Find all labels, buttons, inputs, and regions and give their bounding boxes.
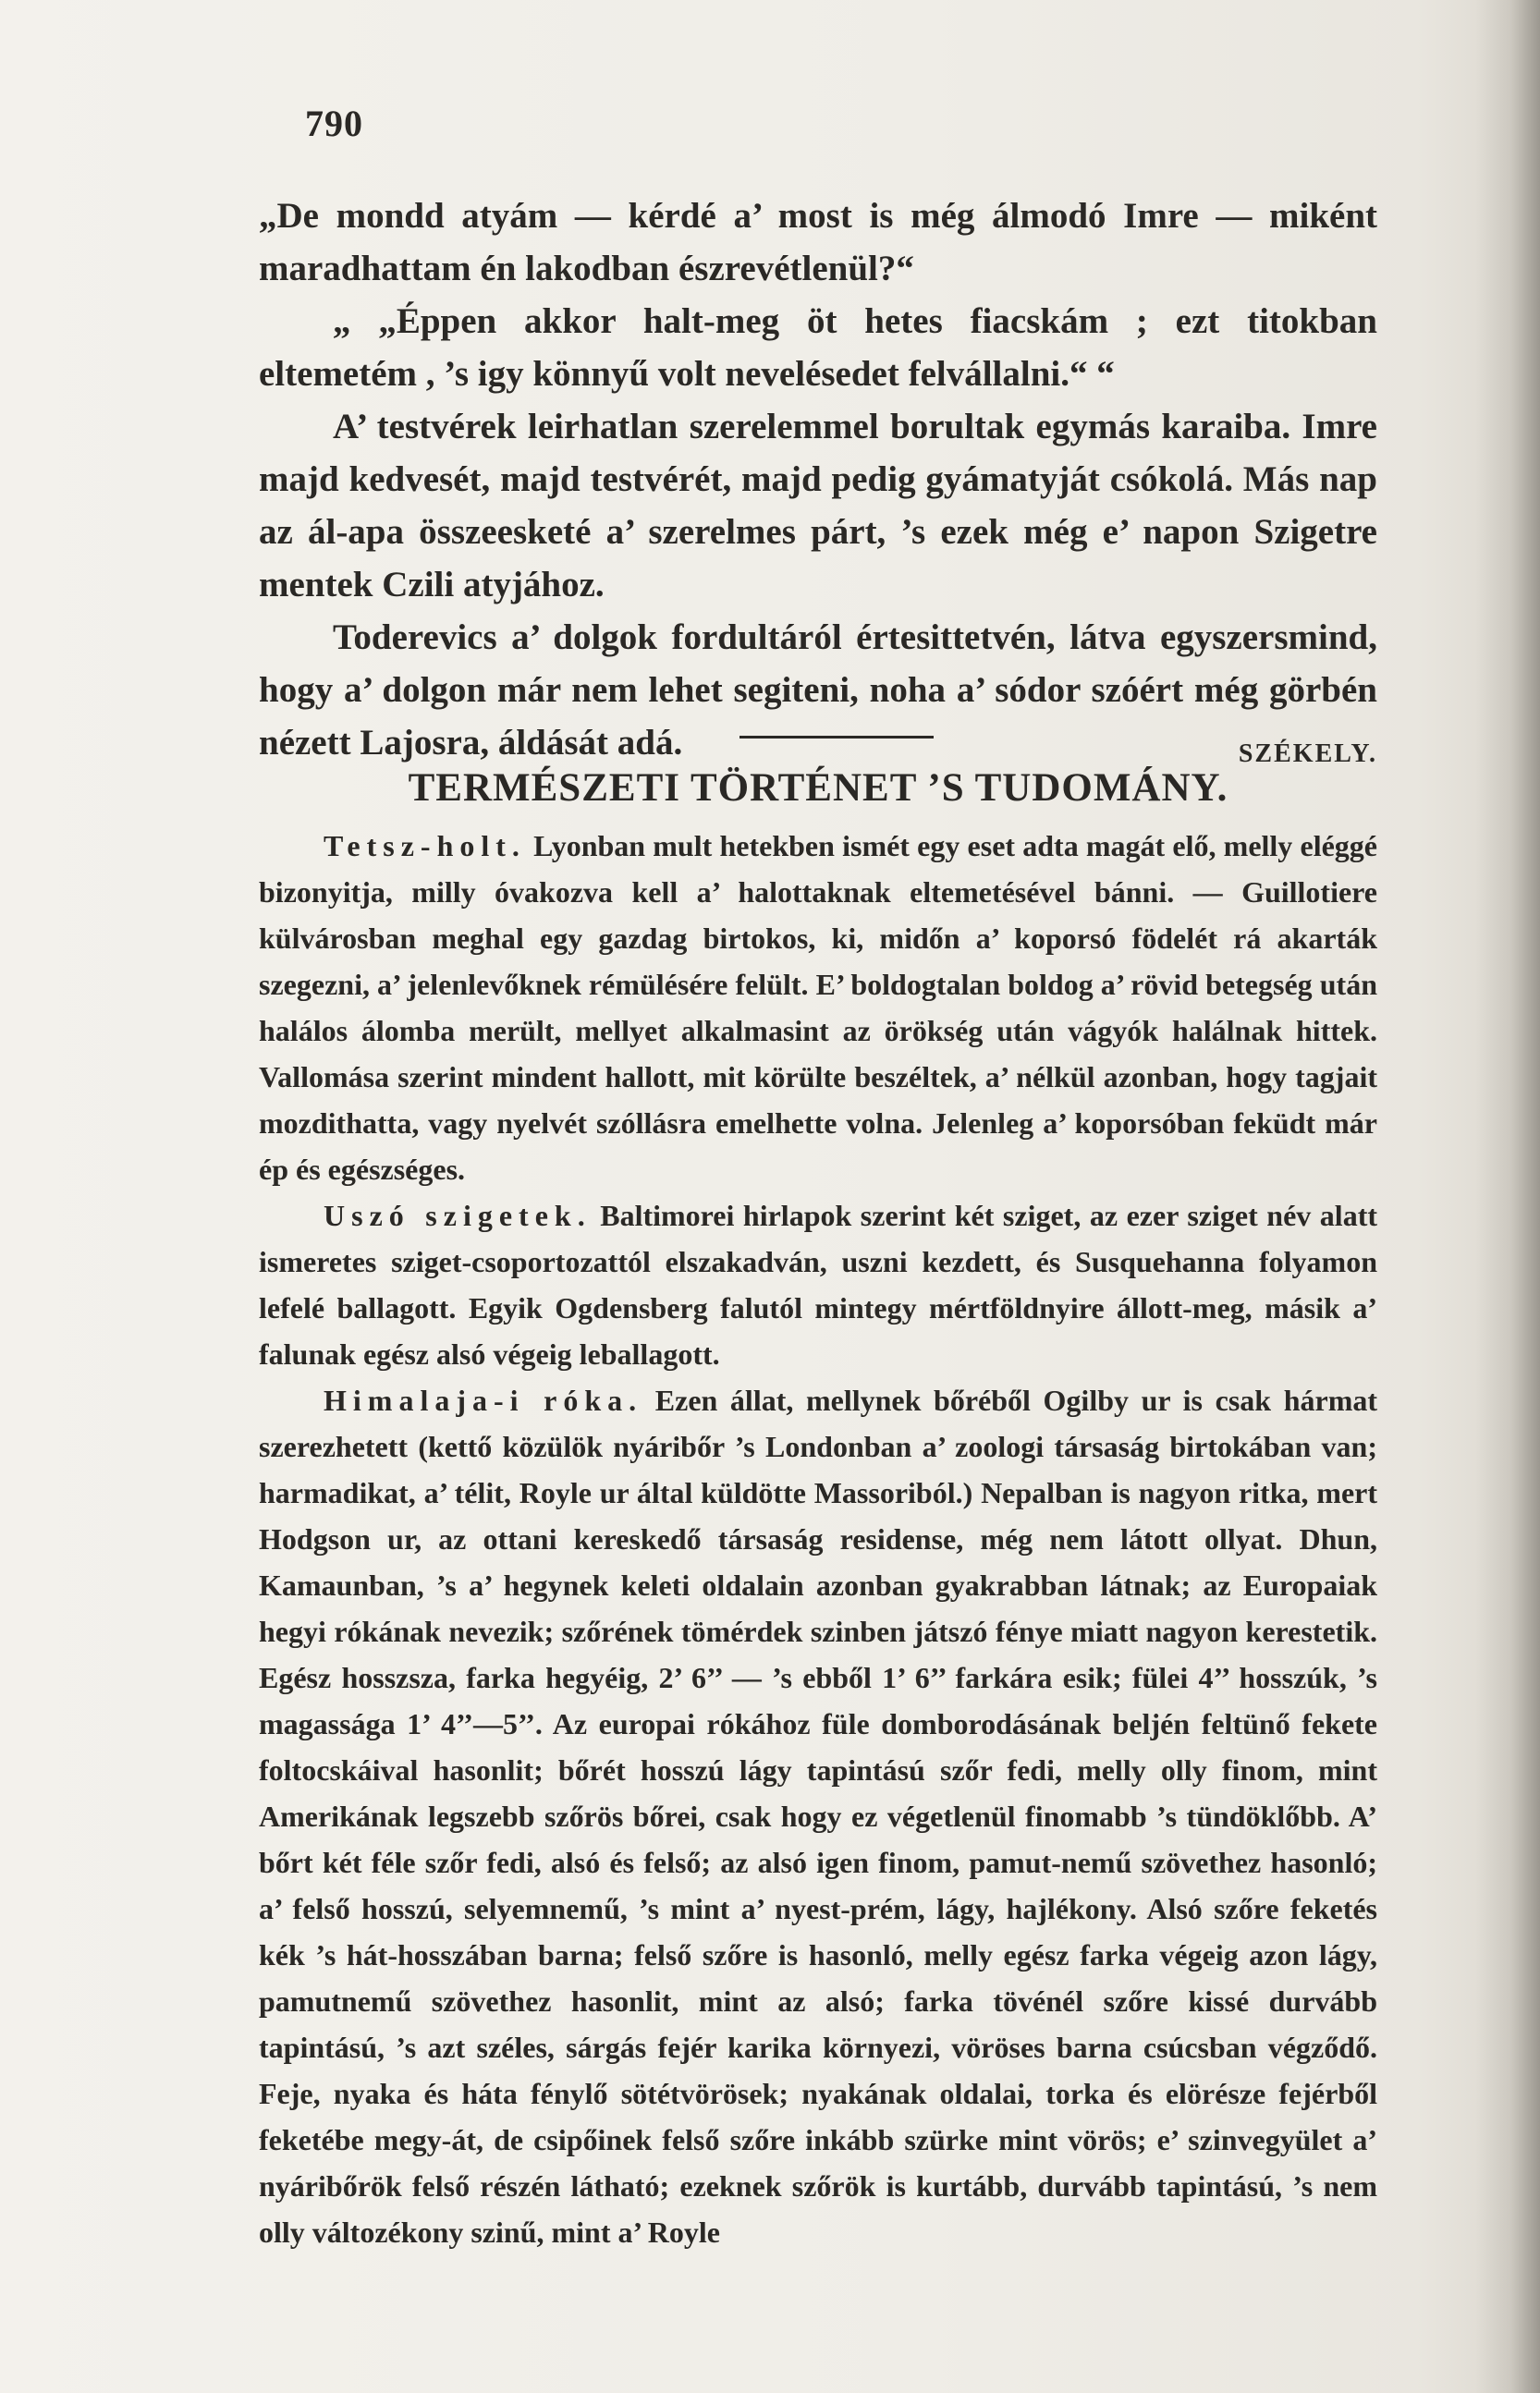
page-edge-shadow (1475, 0, 1540, 2393)
story-paragraph-3: A’ testvérek leirhatlan szerelemmel borultak egymás karaiba. Imre majd kedvesét, majd testvérét, majd pedig gyámatyját csókolá. Más nap az ál-apa összeesketé a’ szerelmes párt, ’s ezek még e’ napon Szigetre mentek Czili atyjához. (259, 407, 1377, 604)
news-item-text: Baltimorei hirlapok szerint két sziget, az ezer sziget név alatt ismeretes sziget-csoportozattól elszakadván, uszni kezdett, és Susquehanna folyamon lefelé ballagott. Egyik Ogdensberg falutól mintegy mértföldnyire állott-meg, másik a’ falunak egész alsó végeig leballagott. (259, 1199, 1378, 1371)
story-paragraph-1: „De mondd atyám — kérdé a’ most is még álmodó Imre — miként maradhattam én lakodban észrevétlenül?“ (259, 196, 1377, 288)
page-number: 790 (305, 103, 363, 144)
news-item-text: Ezen állat, mellynek bőréből Ogilby ur is csak hármat szerezhetett (kettő közülök nyáribőr ’s Londonban a’ zoologi társaság birtokában van; harmadikat, a’ télit, Royle ur által küldötte Massoriból.) Nepalban is nagyon ritka, mert Hodgson ur, az ottani kereskedő társaság residense, még nem látott ollyat. Dhun, Kamaunban, ’s a’ hegynek keleti oldalain azonban gyakrabban látnak; az Europaiak hegyi rókának nevezik; szőrének tömérdek szinben játszó fénye miatt nagyon kerestetik. Egész hosszsza, farka hegyéig, 2’ 6’’ — ’s ebből 1’ 6’’ farkára esik; fülei 4’’ hosszúk, ’s magassága 1’ 4’’—5’’. Az europai rókához füle domborodásának beljén feltünő fekete foltocskáival hasonlit; bőrét hosszú lágy tapintású szőr fedi, melly olly finom, mint Amerikának legszebb szőrös bőrei, csak hogy ez végetlenül finomabb ’s tündöklőbb. A’ bőrt két féle szőr fedi, alsó és felső; az alsó igen finom, pamut-nemű szövethez hasonló; a’ felső hosszú, selyemnemű, ’s mint a’ nyest-prém, lágy, hajlékony. Alsó szőre feketés kék ’s hát-hosszában barna; felső szőre is hasonló, melly egész farka végeig azon lágy, pamutnemű szövethez hasonlit, mint az alsó; farka tövénél szőre kissé durvább tapintású, ’s azt széles, sárgás fejér karika környezi, vöröses barna csúcsban végződő. Feje, nyaka és háta fénylő sötétvörösek; nyakának oldalai, torka és elörésze fejérből feketébe megy-át, de csipőinek felső szőre inkább szürke mint vörös; e’ szinvegyület a’ nyáribőrök felső részén látható; ezeknek szőrök is kurtább, durvább tapintású, ’s nem olly változékony szinű, mint a’ Royle (259, 1384, 1378, 2249)
news-item (259, 823, 1377, 1192)
news-block (259, 823, 1377, 2255)
news-item-title: Tetsz-holt. (324, 829, 526, 862)
news-item-title: Himalaja-i róka. (324, 1384, 643, 1417)
news-item-title: Uszó szigetek. (324, 1199, 592, 1232)
story-block (259, 189, 1377, 780)
news-item (259, 1377, 1377, 2255)
author-signature: SZÉKELY. (1238, 739, 1377, 768)
story-paragraph-2: „ „Éppen akkor halt-meg öt hetes fiacskám ; ezt titokban eltemetém , ’s igy könnyű volt nevelésedet felvállalni.“ “ (259, 301, 1377, 394)
section-divider (739, 736, 934, 739)
news-item (259, 1192, 1377, 1377)
story-paragraph-4 (259, 611, 1377, 769)
section-heading: TERMÉSZETI TÖRTÉNET ’S TUDOMÁNY. (408, 766, 1228, 810)
story-paragraph-4-text: Toderevics a’ dolgok fordultáról értesittetvén, látva egyszersmind, hogy a’ dolgon már nem lehet segiteni, noha a’ sódor szóért még görbén nézett Lajosra, áldását adá. (259, 617, 1377, 763)
news-item-text: Lyonban mult hetekben ismét egy eset adta magát elő, melly eléggé bizonyitja, milly óvakozva kell a’ halottaknak eltemetésével bánni. — Guillotiere külvárosban meghal egy gazdag birtokos, ki, midőn a’ koporsó födelét rá akarták szegezni, a’ jelenlevőknek rémülésére felült. E’ boldogtalan boldog a’ rövid betegség után halálos álomba merült, mellyet alkalmasint az örökség után vágyók halálnak hittek. Vallomása szerint mindent hallott, mit körülte beszéltek, a’ nélkül azonban, hogy tagjait mozdithatta, vagy nyelvét szóllásra emelhette volna. Jelenleg a’ koporsóban feküdt már ép és egészséges. (259, 829, 1377, 1186)
